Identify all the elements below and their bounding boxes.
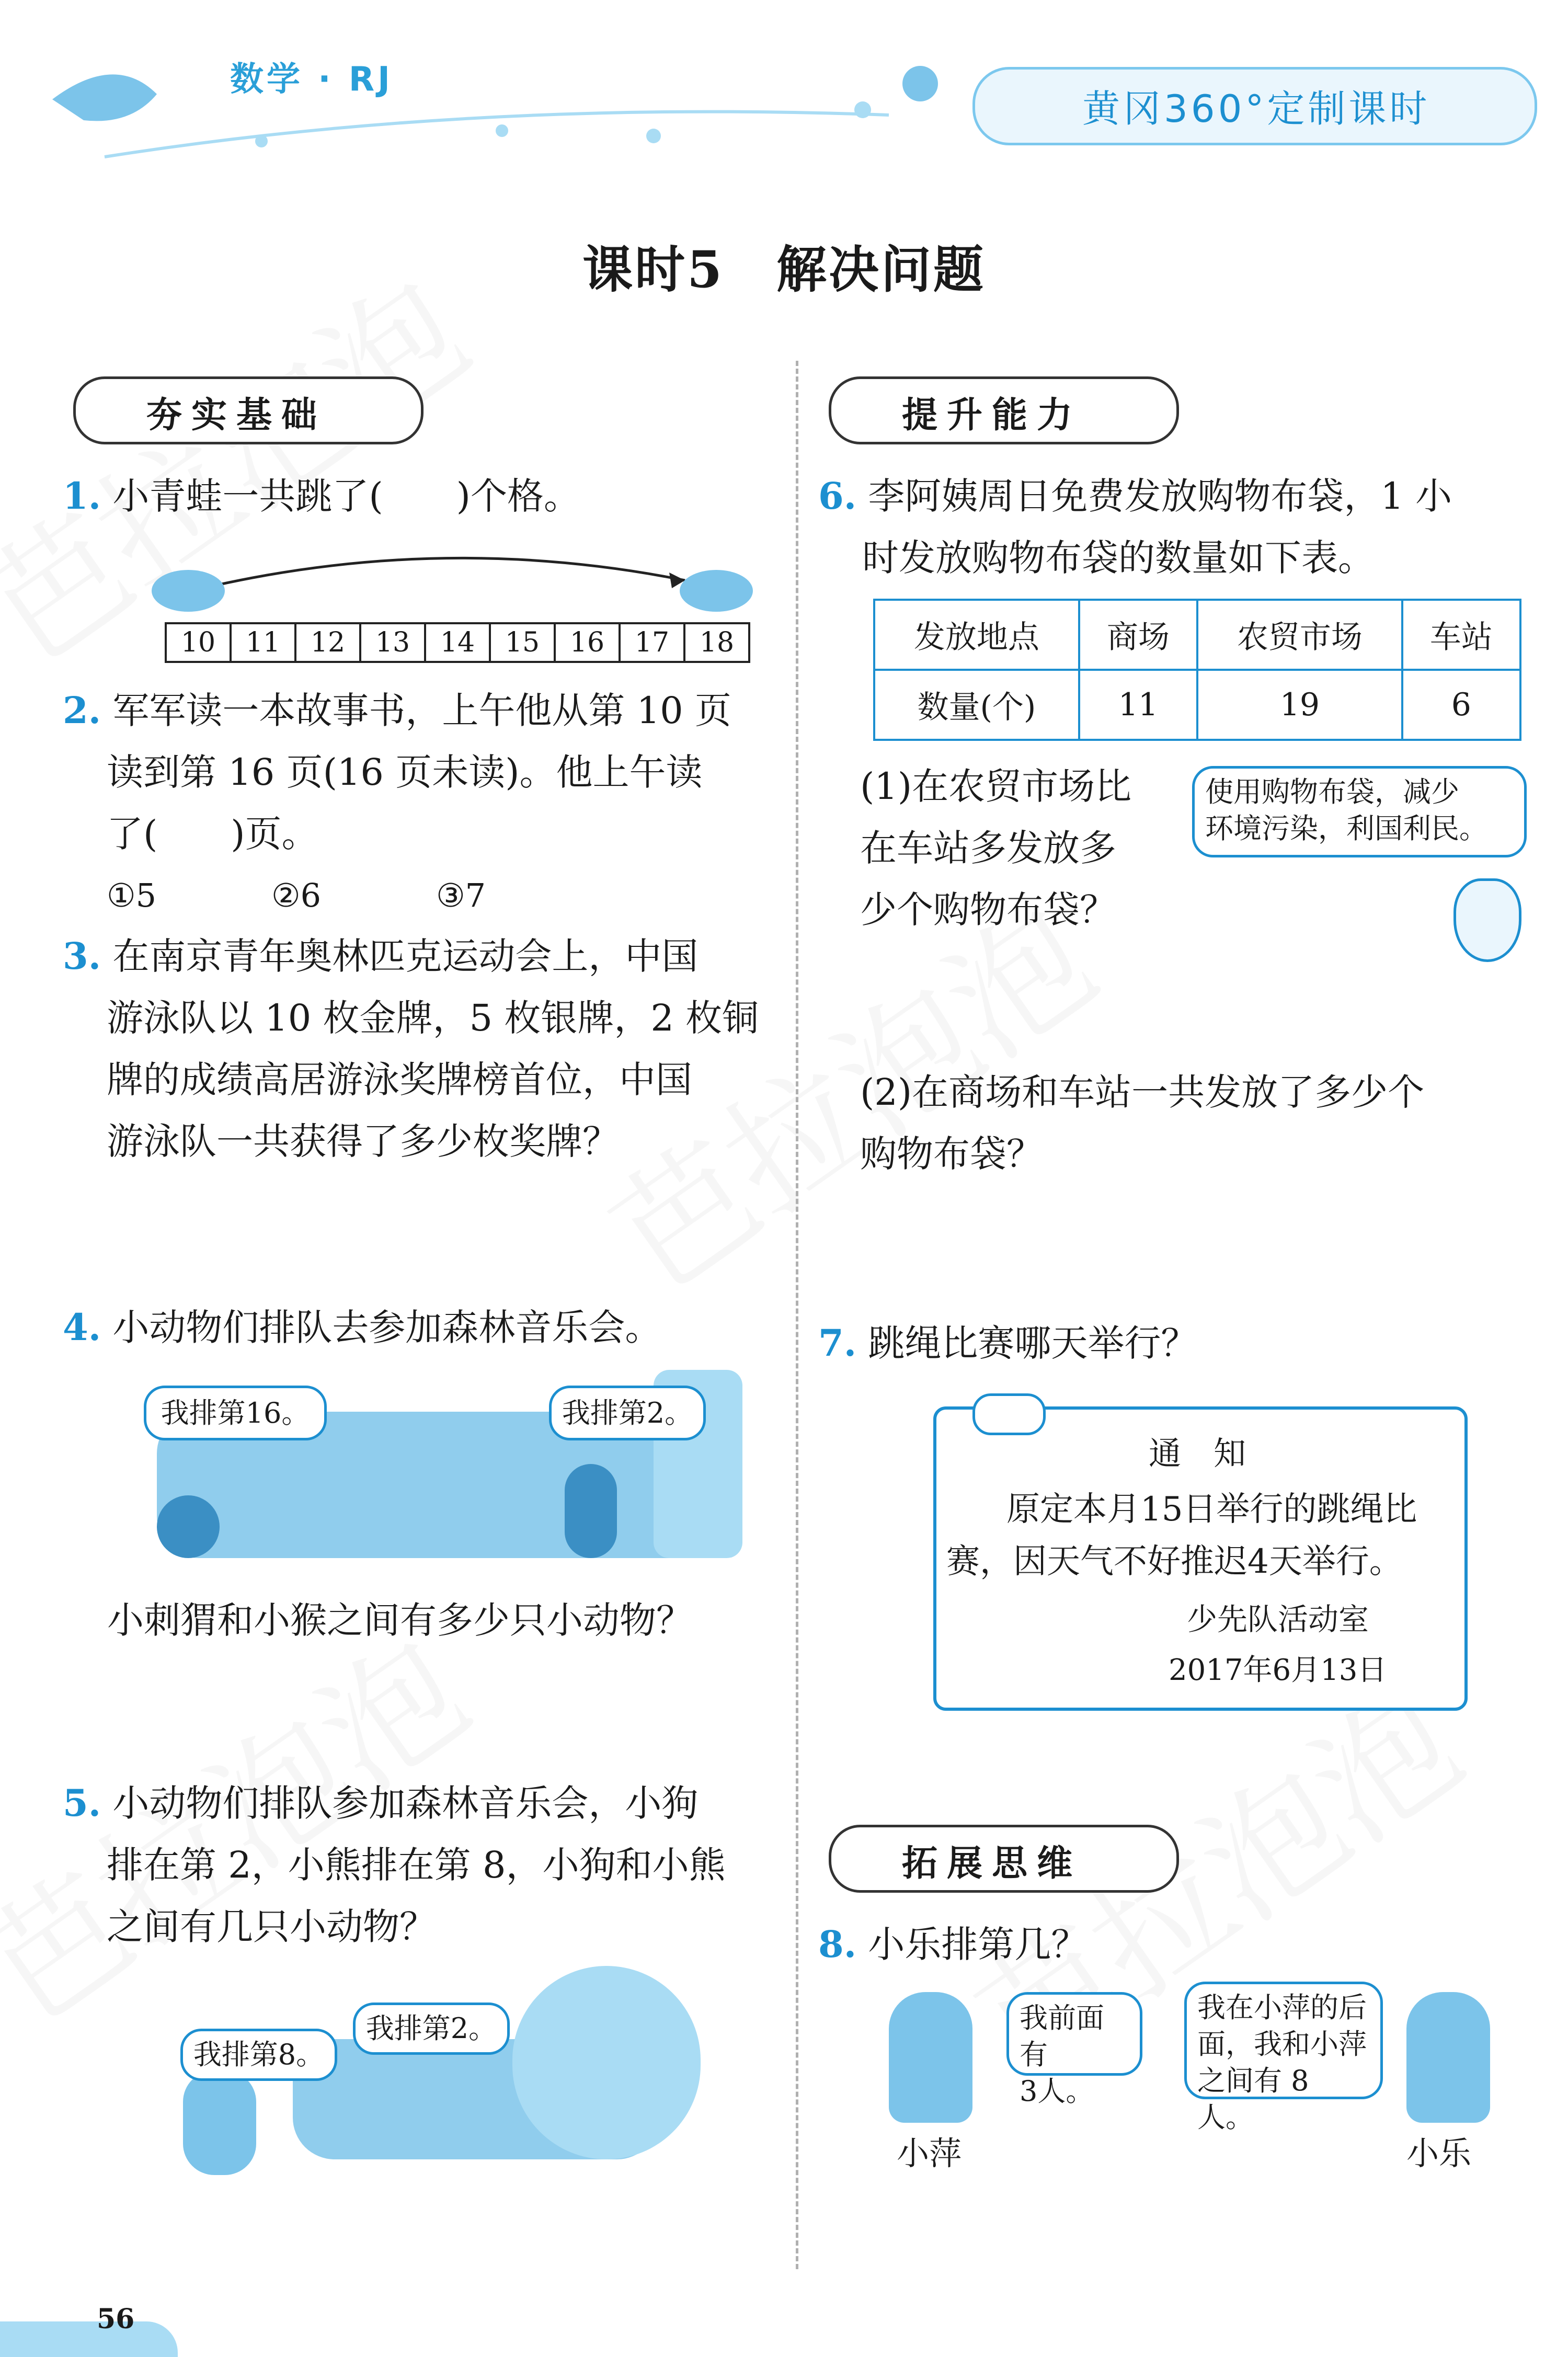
notice-signer: 少先队活动室 — [1187, 1601, 1369, 1637]
speech-bubble: 我排第2。 — [549, 1386, 706, 1440]
notice-body: 原定本月15日举行的跳绳比 — [1006, 1490, 1417, 1529]
question-number: 4. — [63, 1306, 101, 1349]
section-extend-label: 拓展思维 — [902, 1843, 1082, 1884]
header-subject: 数学 · RJ — [230, 60, 393, 99]
speech-bubble — [1184, 1982, 1383, 2134]
frog-icon — [680, 570, 753, 612]
question-text: 小动物们排队去参加森林音乐会。 — [112, 1306, 662, 1349]
table-cell: 农贸市场 — [1197, 600, 1402, 670]
question-line: 牌的成绩高居游泳奖牌榜首位，中国 — [107, 1058, 692, 1101]
bubble-line: 环境污染，利国利民。 — [1205, 812, 1487, 845]
question-number: 6. — [818, 474, 857, 518]
cell: 15 — [491, 622, 556, 663]
option: ②6 — [271, 876, 322, 914]
question-line: (1)在农贸市场比 — [860, 765, 1132, 808]
question-line: 读到第 16 页(16 页未读)。他上午读 — [107, 751, 703, 794]
table-cell: 数量(个) — [874, 670, 1079, 740]
cell: 11 — [232, 622, 296, 663]
question-8 — [818, 1914, 1088, 1975]
question-line: 游泳队以 10 枚金牌，5 枚银牌，2 枚铜 — [107, 997, 759, 1039]
header-series: 黄冈360°定制课时 — [1082, 87, 1430, 131]
page-number: 56 — [97, 2303, 135, 2335]
question-number: 3. — [63, 934, 101, 978]
hedgehog-icon — [157, 1495, 220, 1558]
question-4 — [63, 1297, 661, 1358]
question-4-ask: 小刺猬和小猴之间有多少只小动物？ — [107, 1599, 693, 1642]
table-header-row — [874, 600, 1520, 670]
question-line: 了( )页。 — [107, 813, 318, 855]
question-2 — [63, 680, 784, 926]
question-line: 在南京青年奥林匹克运动会上，中国 — [112, 935, 699, 978]
column-divider — [796, 361, 798, 2269]
bubble-line: 3人。 — [1020, 2075, 1094, 2108]
question-1 — [63, 465, 580, 527]
question-7 — [818, 1312, 1197, 1374]
question-line: 军军读一本故事书，上午他从第 10 页 — [112, 689, 731, 732]
notice-body: 赛，因天气不好推迟4天举行。 — [946, 1542, 1403, 1581]
table-row — [874, 670, 1520, 740]
cell: 16 — [556, 622, 621, 663]
question-text: 小青蛙一共跳了( )个格。 — [112, 475, 580, 518]
speech-bubble: 我排第8。 — [180, 2029, 337, 2081]
question-6-part-2 — [860, 1061, 1540, 1185]
distribution-table — [873, 599, 1521, 741]
page-title: 课时5 解决问题 — [582, 240, 986, 299]
cell: 12 — [296, 622, 361, 663]
speech-bubble — [1006, 1992, 1142, 2108]
table-cell: 车站 — [1402, 600, 1520, 670]
frog-icon — [152, 570, 225, 612]
bubble-line: 使用购物布袋，减少 — [1205, 775, 1459, 808]
section-improve-label: 提升能力 — [902, 395, 1082, 436]
question-line: 小动物们排队参加森林音乐会，小狗 — [112, 1782, 699, 1825]
bubble-line: 之间有 8 人。 — [1197, 2064, 1309, 2134]
cell: 14 — [426, 622, 491, 663]
question-number: 1. — [63, 474, 101, 518]
bear-icon — [183, 2070, 256, 2175]
star-mascot-icon — [1453, 878, 1521, 962]
section-basics-label: 夯实基础 — [146, 395, 327, 436]
option: ①5 — [107, 876, 157, 914]
cell: 13 — [361, 622, 426, 663]
number-line-cells — [165, 622, 750, 663]
notice-date: 2017年6月13日 — [1169, 1653, 1387, 1687]
notice-heading: 通 知 — [1148, 1434, 1246, 1472]
cell: 17 — [621, 622, 685, 663]
question-line: 游泳队一共获得了多少枚奖牌？ — [107, 1120, 619, 1163]
bubble-line: 我前面有 — [1020, 2001, 1104, 2071]
footer-decoration — [0, 2321, 178, 2357]
name-label: 小萍 — [897, 2134, 962, 2172]
question-line: 在车站多发放多 — [860, 827, 1116, 869]
question-6-part-1 — [860, 756, 1131, 941]
question-line: 少个购物布袋？ — [860, 888, 1116, 931]
girl-icon — [889, 1992, 972, 2123]
question-6 — [818, 465, 1540, 589]
table-cell: 19 — [1197, 670, 1402, 740]
bubble-line: 面，我和小萍 — [1197, 2028, 1367, 2061]
question-text: 小乐排第几？ — [868, 1923, 1088, 1966]
bubble-line: 我在小萍的后 — [1197, 1991, 1367, 2024]
cell: 10 — [165, 622, 232, 663]
question-number: 7. — [818, 1321, 857, 1365]
question-number: 8. — [818, 1923, 857, 1966]
question-line: 之间有几只小动物？ — [107, 1905, 436, 1948]
bird-icon — [52, 74, 157, 121]
table-cell: 商场 — [1079, 600, 1197, 670]
question-line: 时发放购物布袋的数量如下表。 — [862, 536, 1375, 579]
question-5 — [63, 1772, 784, 1958]
speech-bubble: 我排第2。 — [353, 2003, 510, 2055]
speech-bubble — [1192, 766, 1527, 857]
name-label: 小乐 — [1406, 2134, 1472, 2172]
table-cell: 11 — [1079, 670, 1197, 740]
question-line: 购物布袋？ — [860, 1132, 1043, 1175]
question-number: 2. — [63, 689, 101, 732]
table-cell: 6 — [1402, 670, 1520, 740]
option: ③7 — [436, 876, 486, 914]
question-3 — [63, 925, 784, 1172]
boy-icon — [1406, 1992, 1490, 2123]
table-cell: 发放地点 — [874, 600, 1079, 670]
question-text: 跳绳比赛哪天举行？ — [868, 1322, 1198, 1365]
question-number: 5. — [63, 1781, 101, 1825]
cell: 18 — [685, 622, 750, 663]
question-line: (2)在商场和车站一共发放了多少个 — [860, 1071, 1425, 1114]
question-line: 李阿姨周日免费发放购物布袋，1 小 — [868, 475, 1452, 518]
speech-bubble: 我排第16。 — [144, 1386, 327, 1440]
question-line: 排在第 2，小熊排在第 8，小狗和小熊 — [107, 1844, 726, 1886]
monkey-icon — [565, 1464, 617, 1558]
tree-illustration — [512, 1966, 701, 2159]
